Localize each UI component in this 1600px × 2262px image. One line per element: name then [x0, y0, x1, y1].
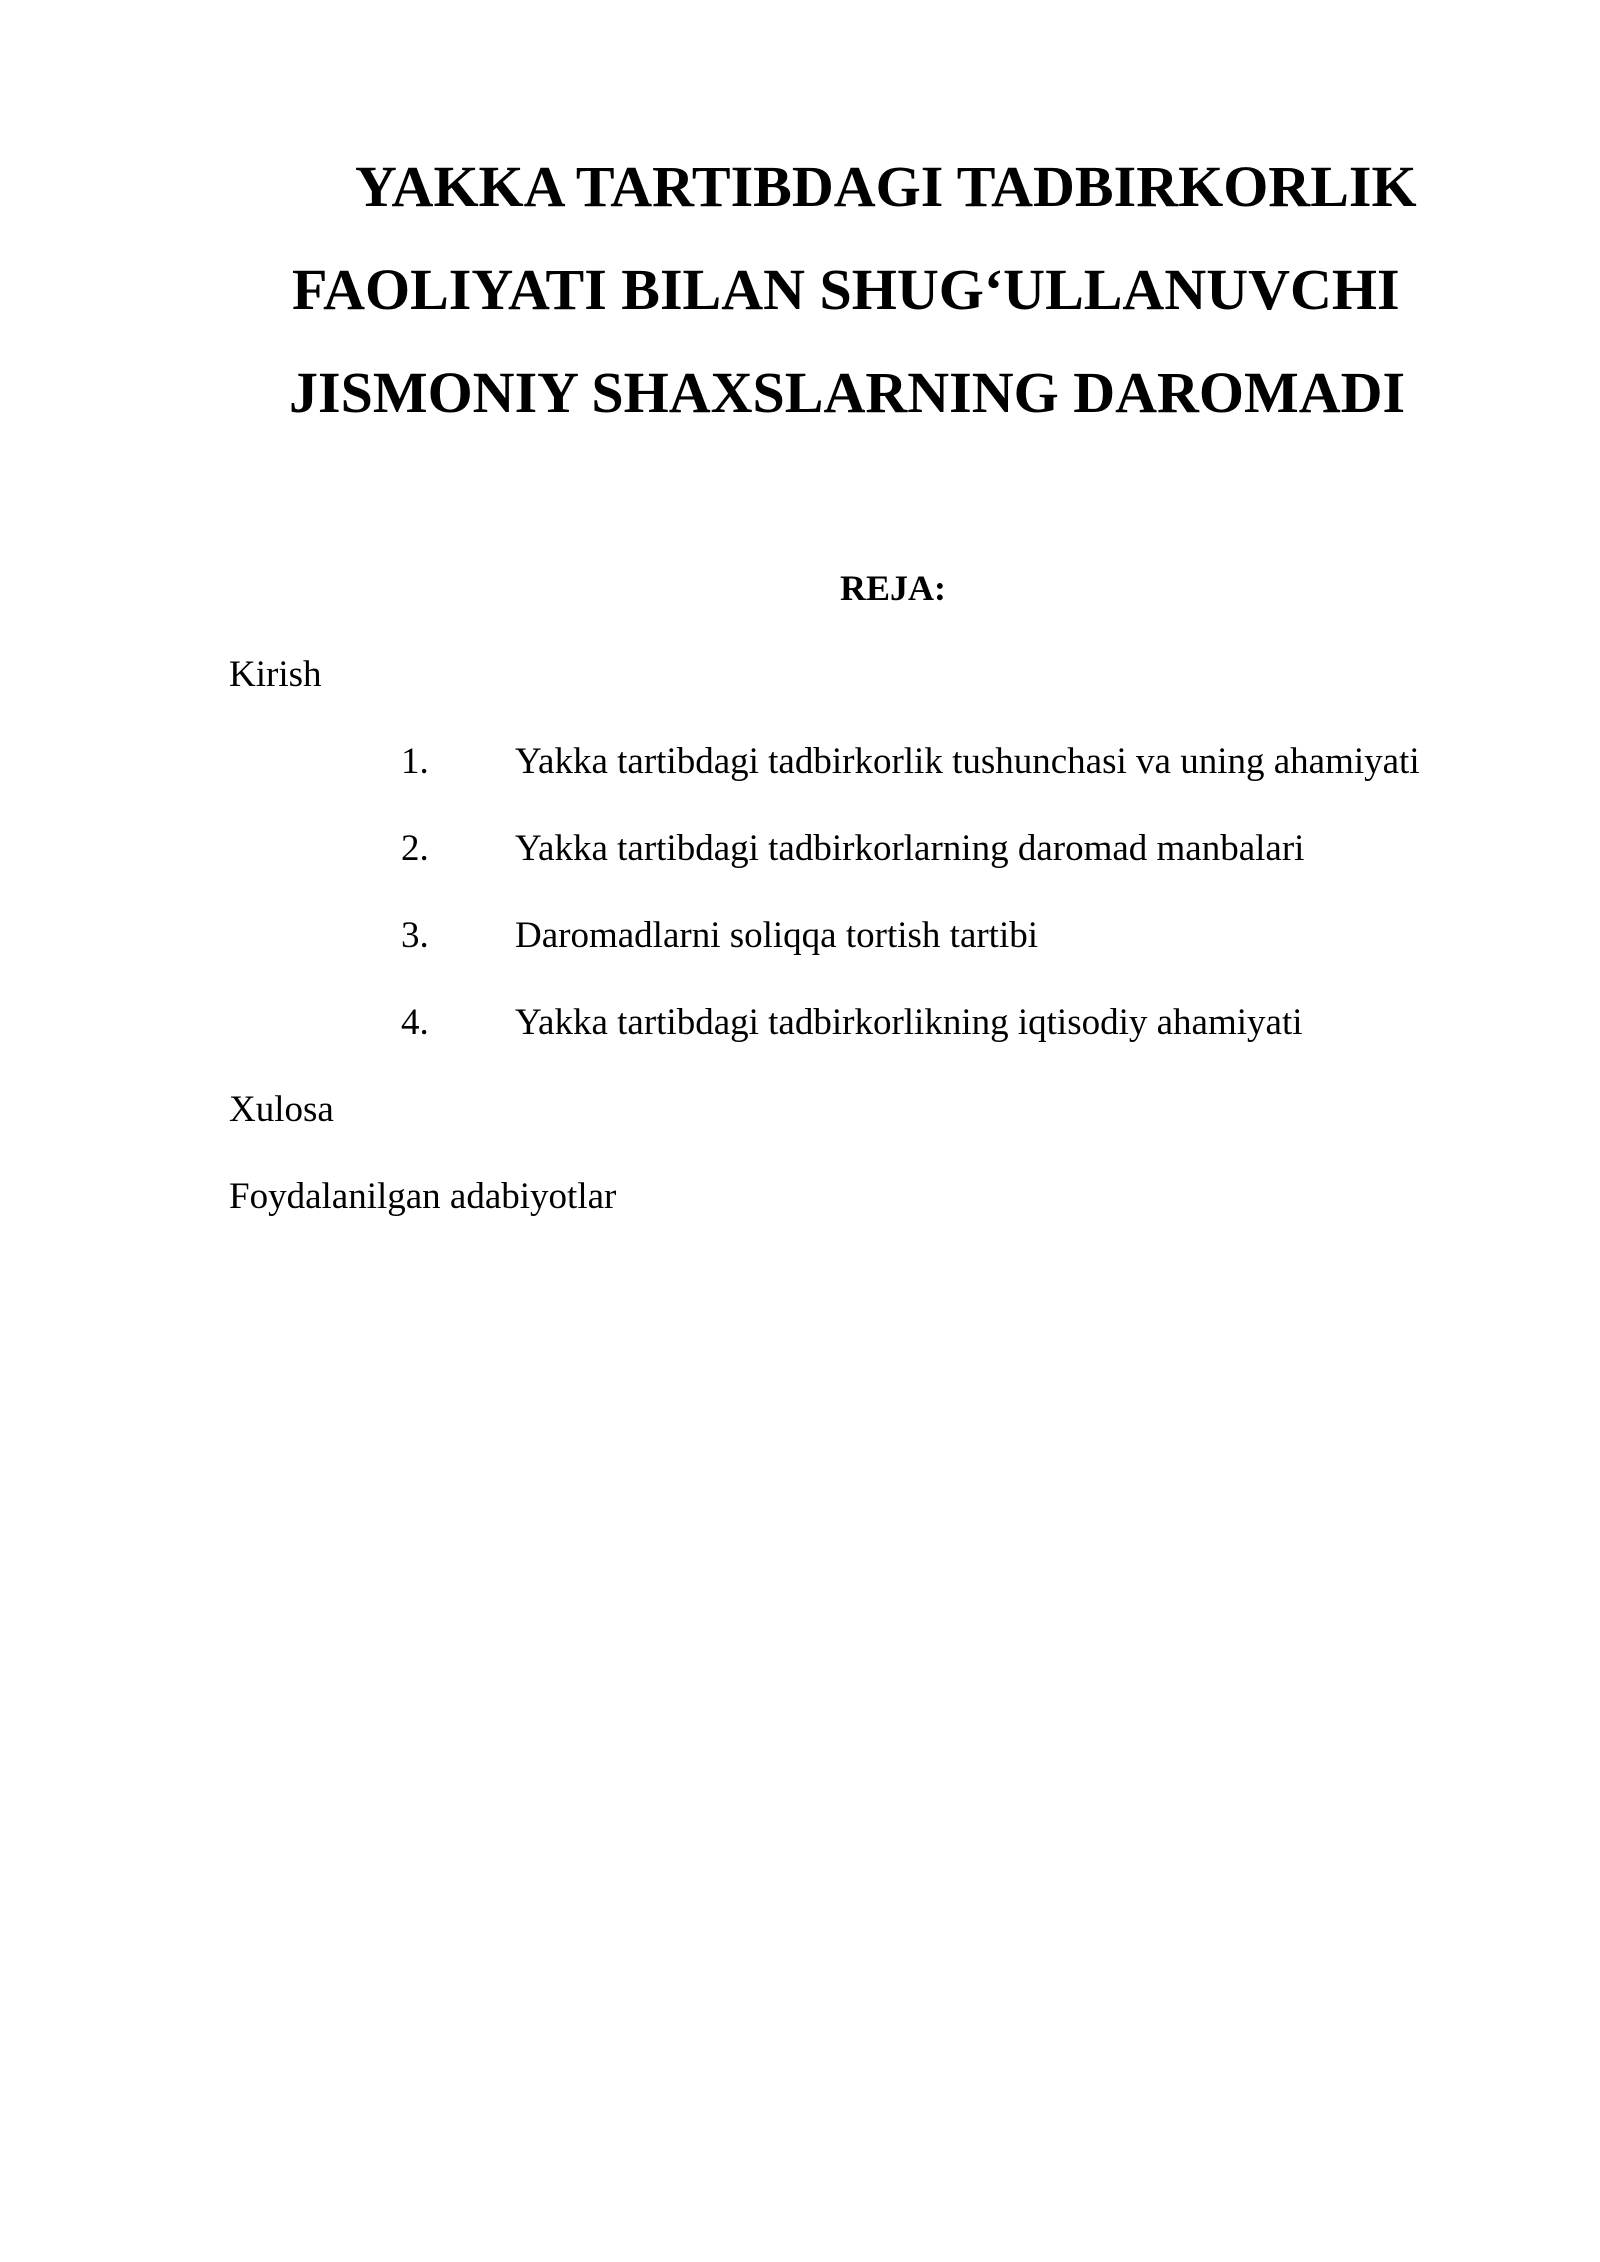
plan-item-text: Yakka tartibdagi tadbirkorlikning iqtisodiy ahamiyati — [515, 1002, 1303, 1043]
plan-item-text: Daromadlarni soliqqa tortish tartibi — [515, 915, 1039, 956]
plan-item — [0, 740, 1600, 784]
plan-heading: REJA: — [840, 568, 946, 608]
plan-item-number: 4. — [401, 1002, 429, 1043]
plan-item — [0, 1001, 1600, 1045]
plan-item-number: 3. — [401, 915, 429, 956]
document-title-line-2: FAOLIYATI BILAN SHUG‘ULLANUVCHI — [292, 257, 1400, 322]
plan-item-number: 2. — [401, 828, 429, 869]
plan-item — [0, 914, 1600, 958]
plan-item-text: Yakka tartibdagi tadbirkorlik tushunchasi va uning ahamiyati — [515, 741, 1420, 782]
plan-item-text: Yakka tartibdagi tadbirkorlarning daromad manbalari — [515, 828, 1305, 869]
intro-item: Kirish — [229, 654, 322, 695]
document-title-line-1: YAKKA TARTIBDAGI TADBIRKORLIK — [355, 154, 1417, 219]
conclusion-item: Xulosa — [229, 1089, 334, 1130]
plan-item — [0, 827, 1600, 871]
references-item: Foydalanilgan adabiyotlar — [229, 1176, 617, 1217]
plan-item-number: 1. — [401, 741, 429, 782]
document-title-line-3: JISMONIY SHAXSLARNING DAROMADI — [289, 360, 1406, 425]
